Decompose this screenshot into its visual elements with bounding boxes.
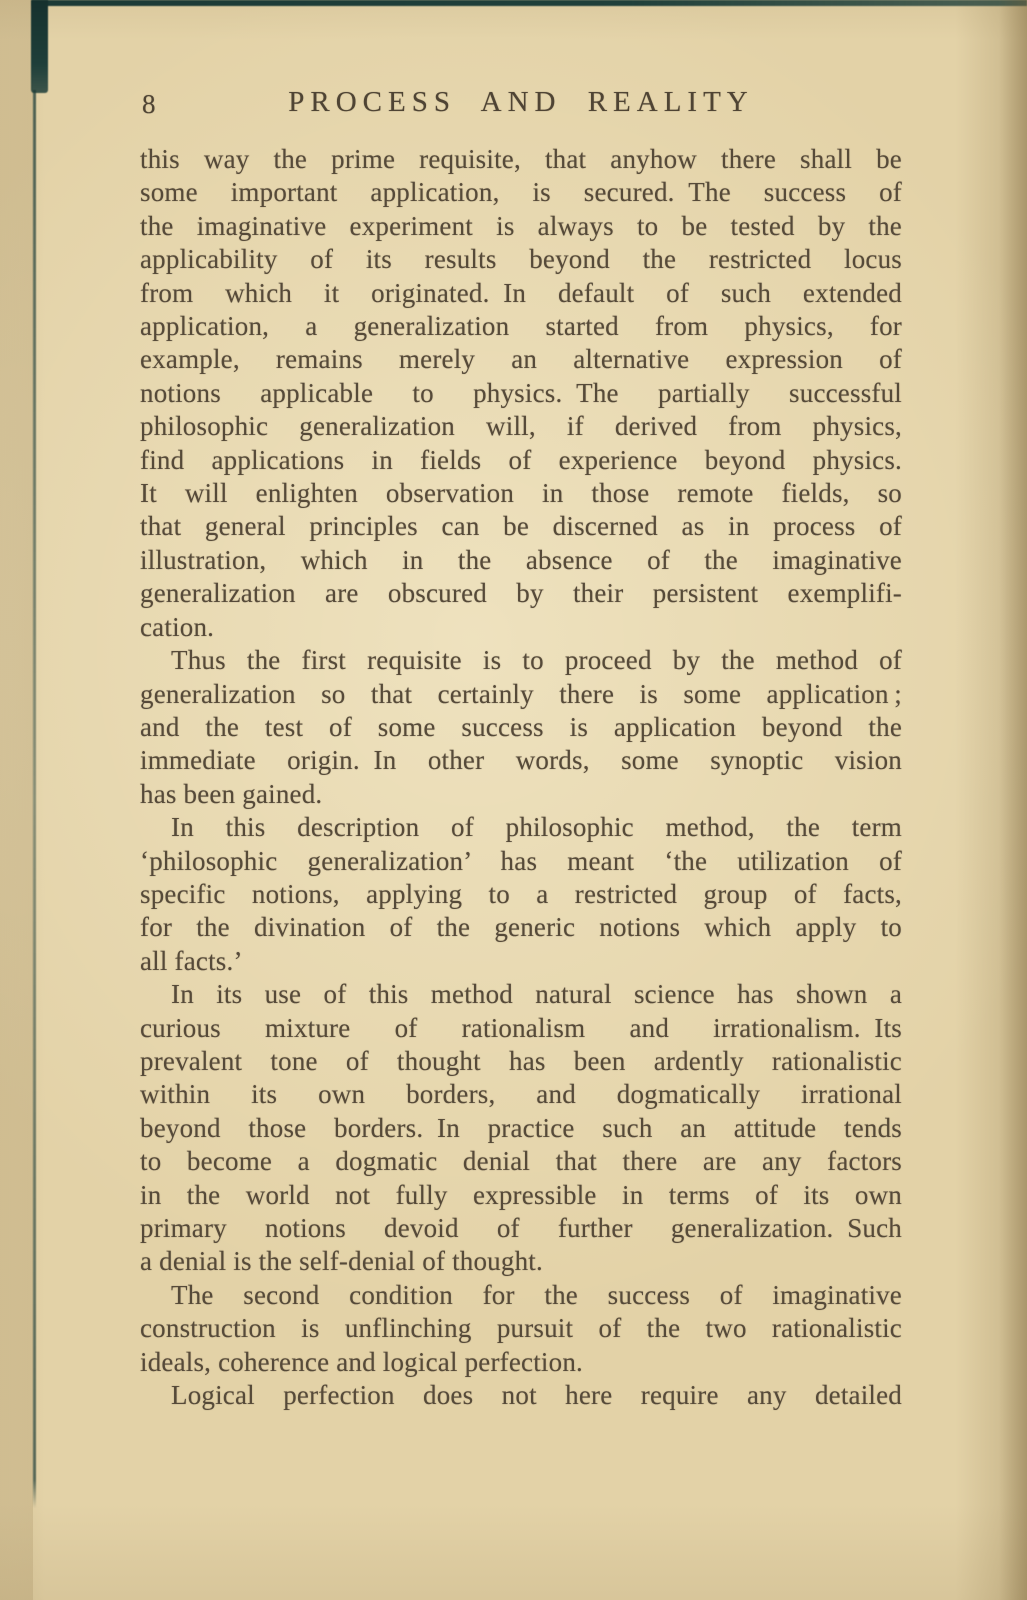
text-line: Logical perfection does not here require any detailed: [171, 1380, 902, 1411]
scan-edge-top-line: [32, 0, 1027, 6]
scan-edge-corner-bar: [31, 0, 48, 93]
text-line: construction is unflinching pursuit of the two rationalistic: [140, 1313, 902, 1344]
scan-edge-left-line: [33, 90, 36, 1508]
text-line: the imaginative experiment is always to be tested by the: [140, 210, 902, 241]
running-title: PROCESS AND REALITY: [288, 86, 754, 118]
text-line: ‘philosophic generalization’ has meant ‘the utilization of: [140, 845, 902, 876]
text-line: this way the prime requisite, that anyhow there shall be: [140, 144, 902, 174]
text-line: notions applicable to physics. The partially successful: [140, 377, 902, 408]
text-line: Thus the first requisite is to proceed by the method of: [171, 645, 902, 676]
text-line: some important application, is secured. The success of: [140, 177, 902, 208]
text-line: applicability of its results beyond the restricted locus: [140, 244, 902, 275]
text-line: beyond those borders. In practice such an attitude tends: [140, 1112, 902, 1143]
page-edge-left-shading: [0, 0, 33, 1600]
text-line: generalization are obscured by their persistent exemplifi-: [140, 578, 902, 609]
text-line: In this description of philosophic method, the term: [171, 812, 902, 843]
text-line: philosophic generalization will, if derived from physics,: [140, 411, 902, 442]
text-line: for the divination of the generic notions which apply to: [140, 912, 902, 943]
text-line: has been gained.: [140, 778, 323, 809]
text-line: The second condition for the success of imaginative: [171, 1279, 902, 1310]
text-line: to become a dogmatic denial that there are any factors: [140, 1146, 902, 1177]
text-line: curious mixture of rationalism and irrationalism. Its: [140, 1012, 902, 1043]
text-line: generalization so that certainly there is some application ;: [140, 678, 902, 709]
text-line: example, remains merely an alternative expression of: [140, 344, 902, 375]
text-line: ideals, coherence and logical perfection.: [140, 1346, 583, 1377]
text-line: within its own borders, and dogmatically irrational: [140, 1079, 902, 1110]
text-line: cation.: [140, 611, 215, 642]
text-line: that general principles can be discerned as in process of: [140, 511, 902, 542]
text-line: and the test of some success is application beyond the: [140, 711, 902, 742]
text-line: in the world not fully expressible in terms of its own: [140, 1179, 902, 1210]
text-line: prevalent tone of thought has been ardently rationalistic: [140, 1045, 902, 1076]
text-line: from which it originated. In default of such extended: [140, 277, 902, 308]
text-line: illustration, which in the absence of the imaginative: [140, 544, 902, 575]
text-line: a denial is the self-denial of thought.: [140, 1246, 543, 1277]
text-line: In its use of this method natural science has shown a: [171, 979, 902, 1010]
scan-shadow-right: [999, 0, 1027, 1600]
page-body: [140, 143, 902, 1412]
text-line: It will enlighten observation in those remote fields, so: [140, 478, 902, 509]
text-line: all facts.’: [140, 945, 243, 976]
text-line: specific notions, applying to a restricted group of facts,: [140, 878, 902, 909]
text-line: primary notions devoid of further generalization. Such: [140, 1213, 902, 1243]
text-line: find applications in fields of experience beyond physics.: [140, 444, 902, 475]
running-head: [140, 86, 902, 126]
page-number: 8: [142, 89, 156, 119]
text-line: immediate origin. In other words, some synoptic vision: [140, 745, 902, 776]
text-line: application, a generalization started from physics, for: [140, 311, 902, 342]
